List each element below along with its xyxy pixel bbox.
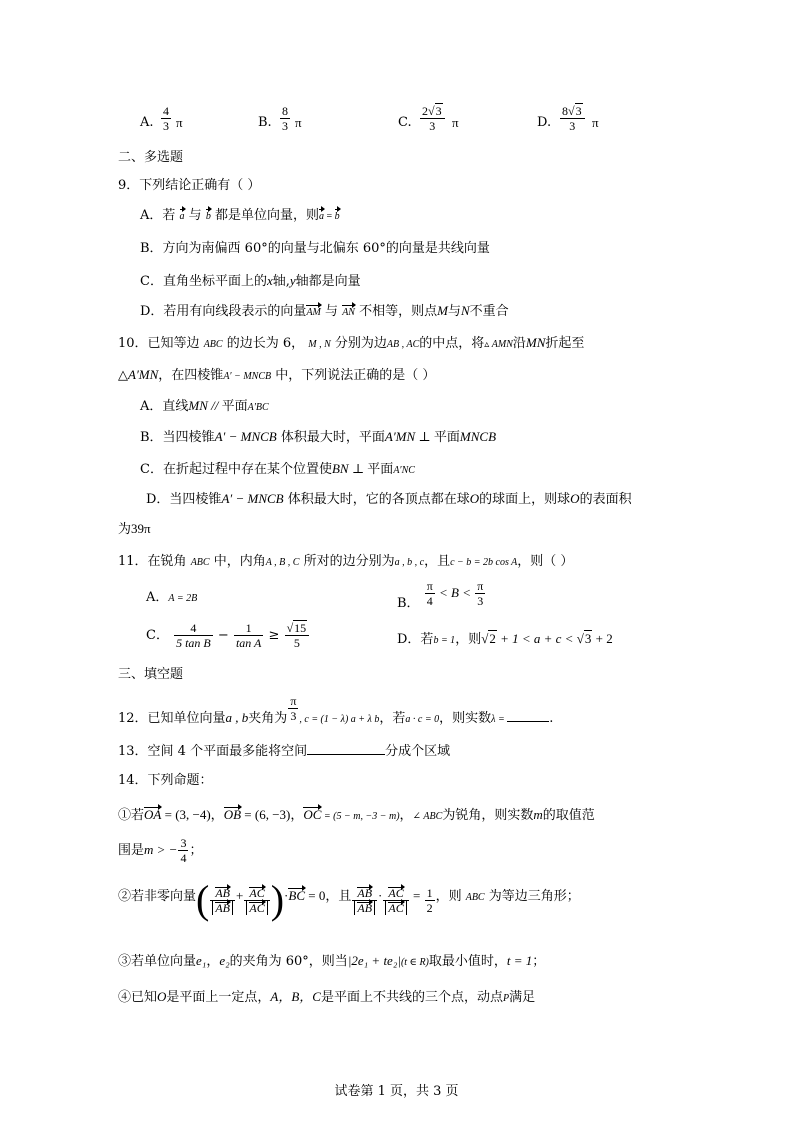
q10-option-c: C．在折起过程中存在某个位置使BN ⊥ 平面A′NC xyxy=(140,461,415,477)
q8-option-a-pi: π xyxy=(176,115,183,130)
q14-proposition-3: ③若单位向量e₁，e₂的夹角为 60°，则当|2e₁ + te₂|(t ∈ R)取最小值时，t = 1； xyxy=(118,953,546,969)
q14-proposition-2: ②若非零向量( $\frac{AB}{AB}$ + $\frac{AC}{AC}$ )·BC = 0，且 $\frac{AB}{AB}$ · $\frac{AC}{AC}$ = $\frac{1}{2}$ ，则 $^{ABC}$ 为等边三角形； xyxy=(118,877,580,922)
q8-option-d-label: D. xyxy=(537,115,552,130)
q9-option-b: B．方向为南偏西 60°的向量与北偏东 60°的向量是共线向量 xyxy=(140,241,490,256)
q12-answer-blank[interactable] xyxy=(507,709,549,722)
q13-answer-blank[interactable] xyxy=(307,742,385,755)
q11-option-c: C． $\frac{4}{\text{5 tan B}}$ − $\frac{1}{\text{tan A}}$ ≥ $\frac{√15}{5}$ xyxy=(146,621,310,657)
q9-option-c: C．直角坐标平面上的x轴,y轴都是向量 xyxy=(140,273,361,289)
q13-line: 13．空间 4 个平面最多能将空间 分成个区域 xyxy=(118,744,451,759)
q11-option-a: A．A = 2B xyxy=(146,590,198,605)
q8-option-c-label: C. xyxy=(398,115,412,130)
q8-option-c-pi: π xyxy=(452,115,459,130)
page-footer: 试卷第 1 页，共 3 页 xyxy=(334,1084,459,1099)
q10-option-b: B．当四棱锥A′ − MNCB 体积最大时，平面A′MN ⊥ 平面MNCB xyxy=(140,429,497,445)
q8-options xyxy=(0,104,793,144)
q11-option-d: D．若b = 1，则√2 + 1 < a + c < √3 + 2 xyxy=(397,631,613,647)
q8-option-a-label: A. xyxy=(140,115,154,130)
q8-option-d-pi: π xyxy=(592,115,599,130)
q8-option-b-label: B. xyxy=(258,115,272,130)
q8-option-c-fraction: $\frac{2√3}{3}$ xyxy=(420,104,445,133)
q8-option-a-fraction: $\frac{4}{3}$ xyxy=(163,104,169,133)
section-multiple-choice-title: 二、多选题 xyxy=(118,150,184,165)
q8-option-d-fraction: $\frac{8√3}{3}$ xyxy=(560,104,585,133)
q14-proposition-1-line2: 围是m > − $\frac{3}{4}$ ； xyxy=(118,836,203,865)
q12-line: 12．已知单位向量a , b夹角为 $\frac{\pi}{3}$ $_{, c = (1 - \lambda) a + \lambda b}$，若$_{a \cdot c = 0}$，则实数$_{\lambda =}$ . xyxy=(118,694,554,726)
q14-proposition-4: ④已知O是平面上一定点，A，B，C是平面上不共线的三个点，动点P满足 xyxy=(118,989,536,1005)
q14-proposition-1-line1: ①若OA = (3, −4)，OB = (6, −3)，OC = (5 − m, −3 − m)，∠ ABC为锐角，则实数m的取值范 xyxy=(118,807,595,823)
q10-stem-line2: △A′MN，在四棱锥A′ − MNCB 中，下列说法正确的是（ ） xyxy=(118,367,436,383)
q8-option-b-fraction: $\frac{8}{3}$ xyxy=(282,104,288,133)
q10-option-d-line2: 为39π xyxy=(118,521,151,537)
q9-option-a: A．若 a 与 b 都是单位向量，则a = b xyxy=(140,207,340,226)
q9-option-d: D．若用有向线段表示的向量AM 与 AN 不相等，则点M与N不重合 xyxy=(140,302,509,322)
section-fill-in-title: 三、填空题 xyxy=(118,667,184,682)
q8-option-b-pi: π xyxy=(295,115,302,130)
q10-option-a: A．直线MN // 平面A′BC xyxy=(140,398,269,414)
q11-stem: 11．在锐角 ABC 中，内角A , B , C 所对的边分别为a , b , c，且c − b = 2b cos A，则（ ） xyxy=(118,554,574,569)
q10-stem-line1: 10．已知等边 ABC 的边长为 6， M , N 分别为边AB , AC的中点，将▵ AMN沿MN折起至 xyxy=(118,335,585,351)
q11-option-b: B． $\frac{\pi}{4}$ < B < $\frac{\pi}{3}$ xyxy=(397,579,484,611)
q14-stem: 14．下列命题： xyxy=(118,773,213,788)
q9-stem: 9．下列结论正确有（ ） xyxy=(118,178,261,193)
q10-option-d-line1: D．当四棱锥A′ − MNCB 体积最大时，它的各顶点都在球O的球面上，则球O的表面积 xyxy=(146,491,632,507)
